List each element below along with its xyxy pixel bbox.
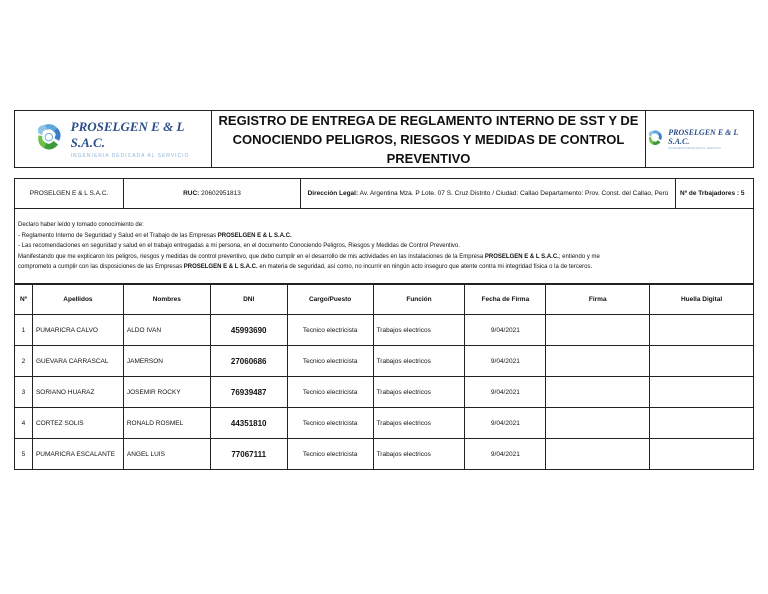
- logo-company-name-small: PROSELGEN E & L S.A.C.: [668, 128, 738, 146]
- cell-dni: 77067111: [210, 439, 287, 470]
- cell-dni: 44351810: [210, 408, 287, 439]
- cell-fecha: 9/04/2021: [465, 439, 546, 470]
- table-header-row: [15, 285, 754, 315]
- header-huella: Huella Digital: [650, 285, 754, 315]
- table-row: [15, 439, 754, 470]
- cell-apellidos: CORTEZ SOLIS: [32, 408, 123, 439]
- ruc-label: RUC:: [183, 190, 200, 197]
- cell-firma: [546, 377, 650, 408]
- cell-firma: [546, 408, 650, 439]
- title-line-2: CONOCIENDO PELIGROS, RIESGOS Y MEDIDAS DE CONTROL PREVENTIVO: [232, 131, 625, 166]
- cell-huella: [650, 377, 754, 408]
- cell-cargo: Tecnico electricista: [287, 377, 373, 408]
- document-title: [212, 111, 646, 167]
- address-value: Av. Argentina Mza. P Lote. 07 S. Cruz Distrito / Ciudad: Callao Departamento: Prov. Const. del Callao, Perú: [359, 189, 669, 197]
- header-apellidos: Apellidos: [32, 285, 123, 315]
- cell-apellidos: PUMARICRA ESCALANTE: [32, 439, 123, 470]
- declaration-line: - Las recomendaciones en seguridad y salud en el trabajo entregadas a mi persona, en el documento Conociendo Peligros, Riesgos y Medidas de Control Preventivo.: [18, 243, 460, 250]
- logo-tagline: INGENIERIA DEDICADA AL SERVICIO: [70, 153, 190, 159]
- declaration-text: [14, 209, 754, 284]
- cell-num: 1: [15, 315, 33, 346]
- cell-cargo: Tecnico electricista: [287, 408, 373, 439]
- workers-table: [14, 284, 754, 470]
- cell-num: 3: [15, 377, 33, 408]
- ruc-field: [124, 179, 301, 208]
- address-label: Dirección Legal:: [307, 189, 359, 197]
- cell-nombres: RONALD ROSMEL: [123, 408, 210, 439]
- header-funcion: Función: [373, 285, 465, 315]
- cell-firma: [546, 439, 650, 470]
- workers-count: [676, 179, 753, 208]
- logo-company-name: PROSELGEN E & L S.A.C.: [70, 119, 184, 150]
- cell-funcion: Trabajos electricos: [373, 408, 465, 439]
- cell-nombres: ANGEL LUIS: [123, 439, 210, 470]
- cell-fecha: 9/04/2021: [465, 346, 546, 377]
- cell-num: 4: [15, 408, 33, 439]
- table-row: [15, 346, 754, 377]
- header-fecha: Fecha de Firma: [465, 285, 546, 315]
- cell-huella: [650, 439, 754, 470]
- cell-firma: [546, 346, 650, 377]
- cell-nombres: JOSEMIR ROCKY: [123, 377, 210, 408]
- address-field: [301, 179, 676, 208]
- cell-funcion: Trabajos electricos: [373, 439, 465, 470]
- workers-label: Nº de Trbajadores : 5: [680, 190, 745, 197]
- company-logo-small: [646, 111, 753, 167]
- header-nombres: Nombres: [123, 285, 210, 315]
- table-row: [15, 377, 754, 408]
- cell-dni: 45993690: [210, 315, 287, 346]
- cell-apellidos: GUEVARA CARRASCAL: [32, 346, 123, 377]
- cell-cargo: Tecnico electricista: [287, 439, 373, 470]
- cell-dni: 27060686: [210, 346, 287, 377]
- cell-fecha: 9/04/2021: [465, 377, 546, 408]
- cell-cargo: Tecnico electricista: [287, 315, 373, 346]
- document-header: [14, 110, 754, 168]
- declaration-line: - Reglamento Interno de Seguridad y Salud en el Trabajo de las Empresas PROSELGEN E & L S.A.C.: [18, 232, 292, 239]
- logo-emblem-icon: [33, 121, 65, 157]
- cell-firma: [546, 315, 650, 346]
- ruc-value: 20602951813: [201, 190, 241, 197]
- table-row: [15, 408, 754, 439]
- cell-num: 2: [15, 346, 33, 377]
- declaration-line: comprometo a cumplir con las disposiciones de las Empresas PROSELGEN E & L S.A.C. en materia de seguridad, así como, no incurrir en ningún acto inseguro que atente contra mi integridad física o la de terceros.: [18, 264, 593, 271]
- cell-cargo: Tecnico electricista: [287, 346, 373, 377]
- logo-tagline-small: INGENIERIA DEDICADA AL SERVICIO: [668, 146, 721, 150]
- table-row: [15, 315, 754, 346]
- cell-fecha: 9/04/2021: [465, 408, 546, 439]
- cell-funcion: Trabajos electricos: [373, 377, 465, 408]
- cell-apellidos: PUMARICRA CALVO: [32, 315, 123, 346]
- company-logo: [15, 111, 212, 167]
- declaration-line: Manifestando que me explicaron los peligros, riesgos y medidas de control preventivo, que debo cumplir en el desarrollo de mis actividades en las instalaciones de la Empresa PROSELGEN E & L S.A.C.; entiendo y me: [18, 253, 600, 260]
- title-line-1: REGISTRO DE ENTREGA DE REGLAMENTO INTERNO DE SST Y DE: [218, 112, 639, 128]
- header-num: Nº: [15, 285, 33, 315]
- logo-emblem-icon: [646, 128, 664, 150]
- cell-fecha: 9/04/2021: [465, 315, 546, 346]
- cell-huella: [650, 315, 754, 346]
- header-firma: Firma: [546, 285, 650, 315]
- cell-apellidos: SORIANO HUARAZ: [32, 377, 123, 408]
- cell-funcion: Trabajos electricos: [373, 315, 465, 346]
- company-name: PROSELGEN E & L S.A.C.: [15, 179, 124, 208]
- cell-dni: 76939487: [210, 377, 287, 408]
- cell-nombres: JAMERSON: [123, 346, 210, 377]
- cell-huella: [650, 346, 754, 377]
- cell-huella: [650, 408, 754, 439]
- declaration-line: Declaro haber leído y tomado conocimiento de:: [18, 222, 144, 228]
- header-dni: DNI: [210, 285, 287, 315]
- company-info-row: [14, 178, 754, 209]
- cell-funcion: Trabajos electricos: [373, 346, 465, 377]
- cell-nombres: ALDO IVAN: [123, 315, 210, 346]
- header-cargo: Cargo/Puesto: [287, 285, 373, 315]
- cell-num: 5: [15, 439, 33, 470]
